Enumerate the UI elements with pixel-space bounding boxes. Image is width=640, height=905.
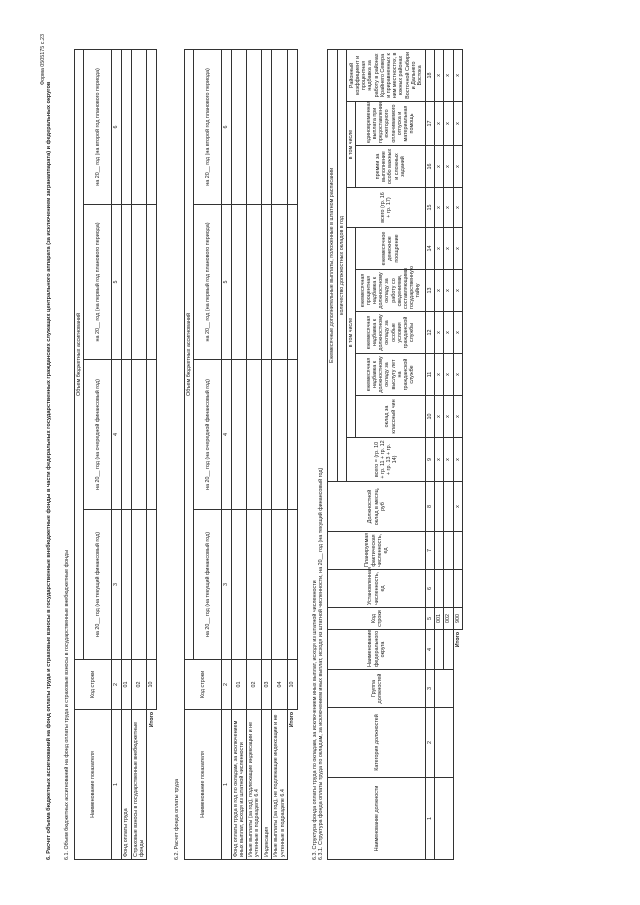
value-cell[interactable]: x (453, 482, 462, 532)
col-number: 6 (426, 570, 435, 608)
row-name: Страховые взносы в государственные внебюджетные фонды (131, 710, 146, 860)
value-cell[interactable] (247, 510, 262, 660)
value-cell[interactable] (147, 205, 157, 360)
value-cell[interactable]: x (435, 228, 444, 270)
col-17-header: единовременная выплата при предоставлении ежегодного оплачиваемого отпуска и материальная помощь (356, 102, 426, 146)
col-number: 13 (426, 270, 435, 312)
col-number: 10 (426, 396, 435, 438)
value-cell[interactable] (262, 360, 272, 510)
value-cell[interactable] (272, 360, 287, 510)
section-6-2-title: 6.2. Расчет фонда оплаты труда (174, 778, 180, 860)
value-cell[interactable] (147, 510, 157, 660)
value-cell[interactable]: x (453, 188, 462, 228)
value-cell[interactable] (287, 510, 297, 660)
value-cell[interactable] (121, 205, 131, 360)
value-cell[interactable]: x (435, 312, 444, 354)
value-cell[interactable]: x (444, 102, 453, 146)
value-cell[interactable]: x (453, 49, 462, 101)
row-name: Иные выплаты (за год), подлежащие индексации и не учтенные в подразделе 6.4 (247, 710, 262, 860)
col-number: 8 (426, 482, 435, 532)
row-code: 04 (272, 660, 287, 710)
table-row (272, 49, 287, 859)
value-cell[interactable]: x (453, 146, 462, 188)
col-number: 3 (222, 510, 231, 660)
group-cell[interactable] (435, 670, 453, 708)
col-code-header: Код строки (328, 608, 426, 630)
rotated-form (40, 30, 600, 860)
col-year-3-header: на 20__ год (на первый год планового периода) (84, 205, 112, 360)
value-cell[interactable] (272, 510, 287, 660)
col-post-header: Наименование должности (328, 778, 426, 860)
col-year-4-header: на 20__ год (на второй год планового периода) (84, 49, 112, 204)
value-cell[interactable]: x (435, 396, 444, 438)
col-category-header: Категория должностей (328, 708, 426, 778)
row-code: 03 (262, 660, 272, 710)
col-name-header: Наименование показателя (185, 710, 222, 860)
col-10-header: оклад за классный чин (356, 396, 426, 438)
section-6-3-1-title: 6.3.1. Структура фонда оплаты труда по окладам, за исключением иных выплат, исходя из штатной численности, на 20__ год (на текущий финансовый год) (318, 467, 325, 860)
row-name: Фонд оплаты труда в год по окладам, за исключением иных выплат, исходя из штатной численности (231, 710, 246, 860)
table-6-1 (74, 49, 157, 860)
value-cell[interactable]: x (444, 228, 453, 270)
col-number: 2 (222, 660, 231, 710)
post-cell[interactable] (435, 778, 453, 860)
value-cell[interactable]: x (435, 49, 444, 101)
col-volume-header: Объем бюджетных ассигнований (185, 49, 194, 659)
value-cell[interactable] (247, 49, 262, 204)
total-code: 10 (147, 660, 157, 710)
col-number: 5 (426, 608, 435, 630)
value-cell[interactable]: x (444, 312, 453, 354)
col-planned-staff-header: Планируемая фактическая численность, ед (328, 532, 426, 570)
value-cell[interactable] (287, 205, 297, 360)
table-row (247, 49, 262, 859)
col-name-header: Наименование показателя (75, 710, 112, 860)
col-number: 16 (426, 146, 435, 188)
col-number: 11 (426, 354, 435, 396)
col-extra-pay-header: Ежемесячные дополнительные выплаты, положенные в штатном расписании (328, 49, 337, 481)
col-number: 1 (112, 710, 121, 860)
value-cell[interactable] (435, 570, 444, 608)
row-code: 01 (121, 660, 131, 710)
value-cell[interactable] (435, 482, 444, 532)
col-number: 3 (112, 510, 121, 660)
value-cell[interactable]: x (435, 354, 444, 396)
table-6-2 (184, 49, 298, 860)
value-cell[interactable]: x (435, 270, 444, 312)
value-cell[interactable] (444, 532, 453, 570)
row-code: 02 (131, 660, 146, 710)
total-row (287, 49, 297, 859)
col-number: 7 (426, 532, 435, 570)
col-12-header: ежемесячная надбавка к должностному окладу за особые условия гражданской службы (356, 312, 426, 354)
value-cell[interactable] (131, 49, 146, 204)
value-cell[interactable] (231, 510, 246, 660)
col-16-header: премии за выполнение особо важных и сложных заданий (356, 146, 426, 188)
col-number: 5 (222, 205, 231, 360)
col-number: 4 (112, 360, 121, 510)
value-cell[interactable] (272, 205, 287, 360)
total-code: 900 (453, 608, 462, 630)
value-cell[interactable] (231, 49, 246, 204)
col-year-4-header: на 20__ год (на второй год планового периода) (194, 49, 222, 204)
total-code: 10 (287, 660, 297, 710)
value-cell[interactable]: x (435, 188, 444, 228)
table-6-3 (327, 49, 462, 860)
value-cell[interactable]: x (444, 354, 453, 396)
row-code: 02 (247, 660, 262, 710)
value-cell[interactable]: x (444, 188, 453, 228)
value-cell[interactable]: x (435, 102, 444, 146)
value-cell[interactable] (247, 205, 262, 360)
value-cell[interactable] (262, 510, 272, 660)
col-count-salaries-header: количество должностных окладов в год (337, 49, 346, 481)
value-cell[interactable]: x (453, 270, 462, 312)
col-year-1-header: на 20__ год (на текущий финансовый год) (84, 510, 112, 660)
col-number: 4 (222, 360, 231, 510)
col-total-calc-header: всего = (гр. 10 + гр. 11 + гр. 12 + гр. 13 + гр. 14) (346, 438, 425, 482)
value-cell[interactable] (444, 570, 453, 608)
form-code: Форма 0505175 с.23 (40, 34, 46, 85)
value-cell[interactable] (121, 360, 131, 510)
value-cell[interactable] (453, 570, 462, 608)
value-cell[interactable]: x (453, 228, 462, 270)
value-cell[interactable]: x (444, 438, 453, 482)
table-row (131, 49, 146, 859)
value-cell[interactable] (444, 482, 453, 532)
value-cell[interactable] (247, 360, 262, 510)
col-14-header: ежемесячное денежное поощрение (356, 228, 426, 270)
col-volume-header: Объем бюджетных ассигнований (75, 49, 84, 659)
col-number: 2 (426, 708, 435, 778)
value-cell[interactable] (121, 49, 131, 204)
col-number: 15 (426, 188, 435, 228)
section-6-title: 6. Расчет объема бюджетных ассигнований на фонд оплаты труда и страховые взносы в государственные внебюджетные фонды в части федеральных государственных гражданских служащих центрального аппарата (за исключением загранаппарата) и федеральных округов (46, 81, 52, 860)
col-13-header: ежемесячная процентная надбавка к должностному окладу за работу со сведениями, составляющими государственную тайну (356, 270, 426, 312)
col-year-2-header: на 20__ год (на очередной финансовый год) (84, 360, 112, 510)
table-row (231, 49, 246, 859)
col-number: 17 (426, 102, 435, 146)
col-number: 6 (112, 49, 121, 204)
value-cell[interactable] (131, 360, 146, 510)
total-row (147, 49, 157, 859)
col-incl-header: в том числе (346, 228, 355, 438)
col-number: 5 (112, 205, 121, 360)
column-numbers-row (426, 49, 435, 859)
value-cell[interactable] (287, 360, 297, 510)
value-cell[interactable]: x (444, 270, 453, 312)
value-cell[interactable] (287, 49, 297, 204)
district-cell[interactable] (444, 630, 453, 670)
table-row (435, 49, 444, 859)
col-number: 2 (112, 660, 121, 710)
value-cell[interactable]: x (435, 146, 444, 188)
value-cell[interactable]: x (453, 102, 462, 146)
value-cell[interactable] (262, 205, 272, 360)
col-district-header: Наименование федерального округа (328, 630, 426, 670)
value-cell[interactable]: x (453, 354, 462, 396)
row-name: Фонд оплаты труда (121, 710, 131, 860)
col-year-3-header: на 20__ год (на первый год планового периода) (194, 205, 222, 360)
value-cell[interactable] (131, 205, 146, 360)
value-cell[interactable] (231, 360, 246, 510)
col-15-header: всего (гр. 16 + гр. 17) (346, 188, 425, 228)
col-code-header: Код строки (75, 660, 112, 710)
col-11-header: ежемесячная надбавка к должностному окладу за выслугу лет на гражданской службе (356, 354, 426, 396)
value-cell[interactable] (435, 532, 444, 570)
col-salary-header: Должностной оклад в месяц, руб (328, 482, 426, 532)
col-number: 4 (426, 630, 435, 670)
row-code: 001 (435, 608, 444, 630)
value-cell[interactable] (147, 49, 157, 204)
col-number: 12 (426, 312, 435, 354)
col-code-header: Код строки (185, 660, 222, 710)
col-number: 6 (222, 49, 231, 204)
value-cell[interactable]: x (453, 396, 462, 438)
col-year-2-header: на 20__ год (на очередной финансовый год) (194, 360, 222, 510)
total-label: Итого (289, 712, 296, 728)
col-number: 1 (222, 710, 231, 860)
section-6-3-title: 6.3. Структура фонда оплаты труда по окладам, за исключением иных выплат, исходя из штатной численности (312, 580, 318, 860)
col-group-header: Группа должностей (328, 670, 426, 708)
section-6-1-title: 6.1. Объем бюджетных ассигнований на фонд оплаты труда и страховые взносы в государственные внебюджетные фонды (64, 549, 70, 860)
value-cell[interactable]: x (444, 146, 453, 188)
total-row (453, 49, 462, 859)
value-cell[interactable] (272, 49, 287, 204)
col-18-header: Районный коэффициент и процентная надбавка за работу в районах Крайнего Севера и приравненных к ним местностях, в южных районах Восточной Сибири и Дальнего Востока (346, 49, 425, 101)
value-cell[interactable] (121, 510, 131, 660)
col-incl-2-header: в том числе (346, 102, 355, 188)
table-row (121, 49, 131, 859)
value-cell[interactable] (453, 532, 462, 570)
category-cell[interactable] (435, 708, 453, 778)
value-cell[interactable]: x (444, 49, 453, 101)
row-name: Индексация (262, 710, 272, 860)
col-number: 1 (426, 778, 435, 860)
total-label: Итого (148, 712, 155, 728)
col-number: 3 (426, 670, 435, 708)
value-cell[interactable]: x (435, 438, 444, 482)
row-code: 01 (231, 660, 246, 710)
col-year-1-header: на 20__ год (на текущий финансовый год) (194, 510, 222, 660)
col-number: 14 (426, 228, 435, 270)
value-cell[interactable]: x (453, 312, 462, 354)
col-number: 18 (426, 49, 435, 101)
row-code: 002 (444, 608, 453, 630)
value-cell[interactable] (231, 205, 246, 360)
value-cell[interactable] (131, 510, 146, 660)
col-established-staff-header: Установленная численность, ед (328, 570, 426, 608)
row-name: Иные выплаты (за год), не подлежащие индексации и не учтенные в подразделе 6.4 (272, 710, 287, 860)
value-cell[interactable] (147, 360, 157, 510)
value-cell[interactable]: x (453, 438, 462, 482)
total-label: Итого (454, 632, 461, 648)
value-cell[interactable]: x (444, 396, 453, 438)
col-number: 9 (426, 438, 435, 482)
district-cell[interactable] (435, 630, 444, 670)
table-row (262, 49, 272, 859)
value-cell[interactable] (262, 49, 272, 204)
